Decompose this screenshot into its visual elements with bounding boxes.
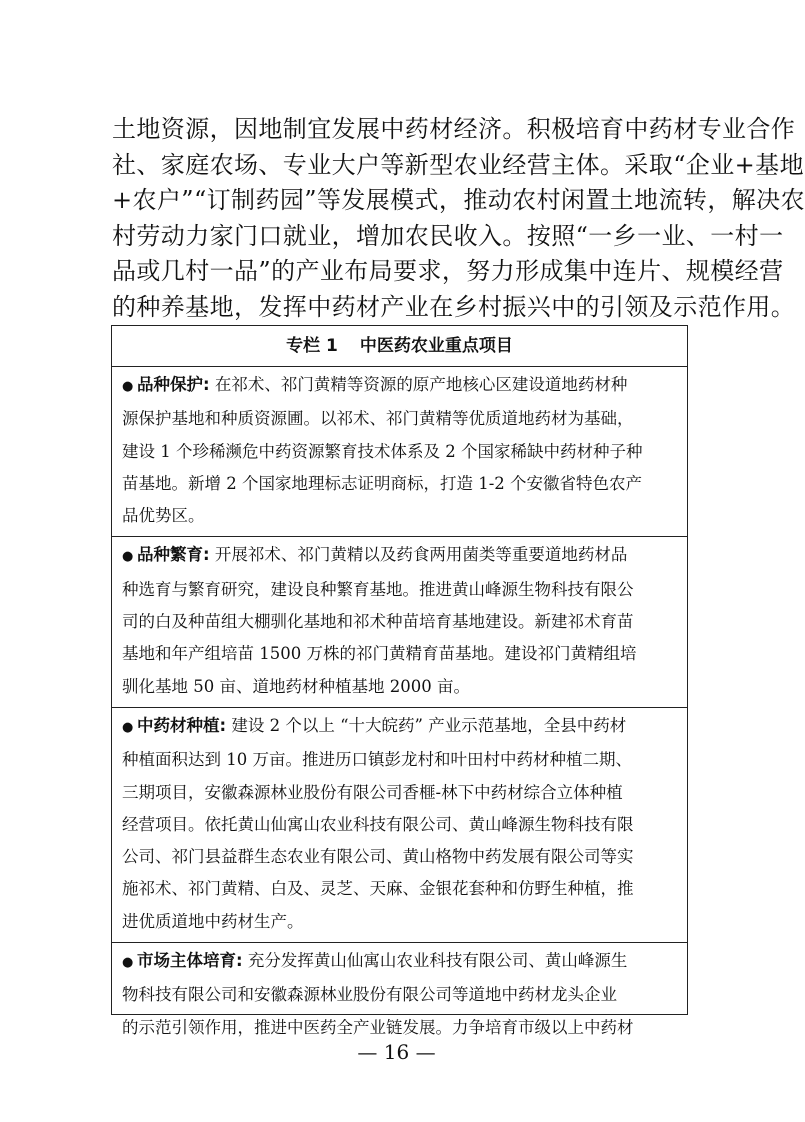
section-text: 源保护基地和种质资源圃。以祁术、祁门黄精等优质道地药材为基础， <box>122 409 634 429</box>
bullet-icon: ● <box>122 549 134 565</box>
section-text: 种植面积达到 10 万亩。推进历口镇彭龙村和叶田村中药材种植二期、 <box>122 750 632 770</box>
section-variety-breeding <box>112 537 687 707</box>
section-text: 在祁术、祁门黄精等资源的原产地核心区建设道地药材种 <box>209 375 628 394</box>
section-heading: 中药材种植: <box>137 715 227 735</box>
body-line: 村劳动力家门口就业，增加农民收入。按照“一乡一业、一村一 <box>112 221 784 250</box>
box-label: 专栏 1 <box>286 336 338 356</box>
body-line: +农户”“订制药园”等发展模式，推动农村闲置土地流转，解决农 <box>112 186 805 215</box>
section-text: 进优质道地中药材生产。 <box>122 911 304 931</box>
section-variety-protection <box>112 367 687 537</box>
section-text: 品优势区。 <box>122 506 205 526</box>
section-text: 的示范引领作用，推进中医药全产业链发展。力争培育市级以上中药材 <box>122 1017 634 1037</box>
section-heading: 品种繁育: <box>137 545 210 565</box>
section-text: 建设 1 个珍稀濒危中药资源繁育技术体系及 2 个国家稀缺中药材种子种 <box>122 441 643 461</box>
body-line: 的种养基地，发挥中药材产业在乡村振兴中的引领及示范作用。 <box>112 292 796 321</box>
section-text: 驯化基地 50 亩、道地药材种植基地 2000 亩。 <box>122 676 470 696</box>
section-heading: 品种保护: <box>137 375 210 394</box>
body-line: 社、家庭农场、专业大户等新型农业经营主体。采取“企业+基地 <box>112 150 804 179</box>
section-herb-planting <box>112 708 687 943</box>
section-text: 公司、祁门县益群生态农业有限公司、黄山格物中药发展有限公司等实 <box>122 847 634 867</box>
section-text: 施祁术、祁门黄精、白及、灵芝、天麻、金银花套种和仿野生种植，推 <box>122 879 634 899</box>
body-line: 品或几村一品”的产业布局要求，努力形成集中连片、规模经营 <box>112 257 784 286</box>
section-text: 苗基地。新增 2 个国家地理标志证明商标，打造 1-2 个安徽省特色农产 <box>122 473 643 493</box>
section-market-cultivation <box>112 943 687 1048</box>
section-text: 种选育与繁育研究，建设良种繁育基地。推进黄山峰源生物科技有限公 <box>122 579 634 599</box>
bullet-icon: ● <box>122 955 134 971</box>
section-heading: 市场主体培育: <box>137 951 243 971</box>
section-text: 充分发挥黄山仙寓山农业科技有限公司、黄山峰源生 <box>242 951 628 971</box>
section-text: 司的白及种苗组大棚驯化基地和祁术种苗培育基地建设。新建祁术育苗 <box>122 612 634 632</box>
section-text: 开展祁术、祁门黄精以及药食两用菌类等重要道地药材品 <box>209 545 628 565</box>
body-line: 土地资源，因地制宜发展中药材经济。积极培育中药材专业合作 <box>112 115 796 143</box>
section-text: 物科技有限公司和安徽森源林业股份有限公司等道地中药材龙头企业 <box>122 985 617 1005</box>
section-text: 三期项目，安徽森源林业股份有限公司香榧-林下中药材综合立体种植 <box>122 782 623 802</box>
bullet-icon: ● <box>122 379 134 394</box>
section-text: 经营项目。依托黄山仙寓山农业科技有限公司、黄山峰源生物科技有限 <box>122 814 634 834</box>
section-text: 基地和年产组培苗 1500 万株的祁门黄精育苗基地。建设祁门黄精组培 <box>122 644 637 664</box>
box-title <box>112 326 687 367</box>
page-number: — 16 — <box>357 1040 436 1064</box>
box-title-text: 中医药农业重点项目 <box>359 336 513 356</box>
section-text: 建设 2 个以上 “十大皖药” 产业示范基地，全县中药材 <box>226 715 627 735</box>
bullet-icon: ● <box>122 719 134 735</box>
project-box <box>111 325 688 1037</box>
body-paragraph <box>112 112 805 326</box>
